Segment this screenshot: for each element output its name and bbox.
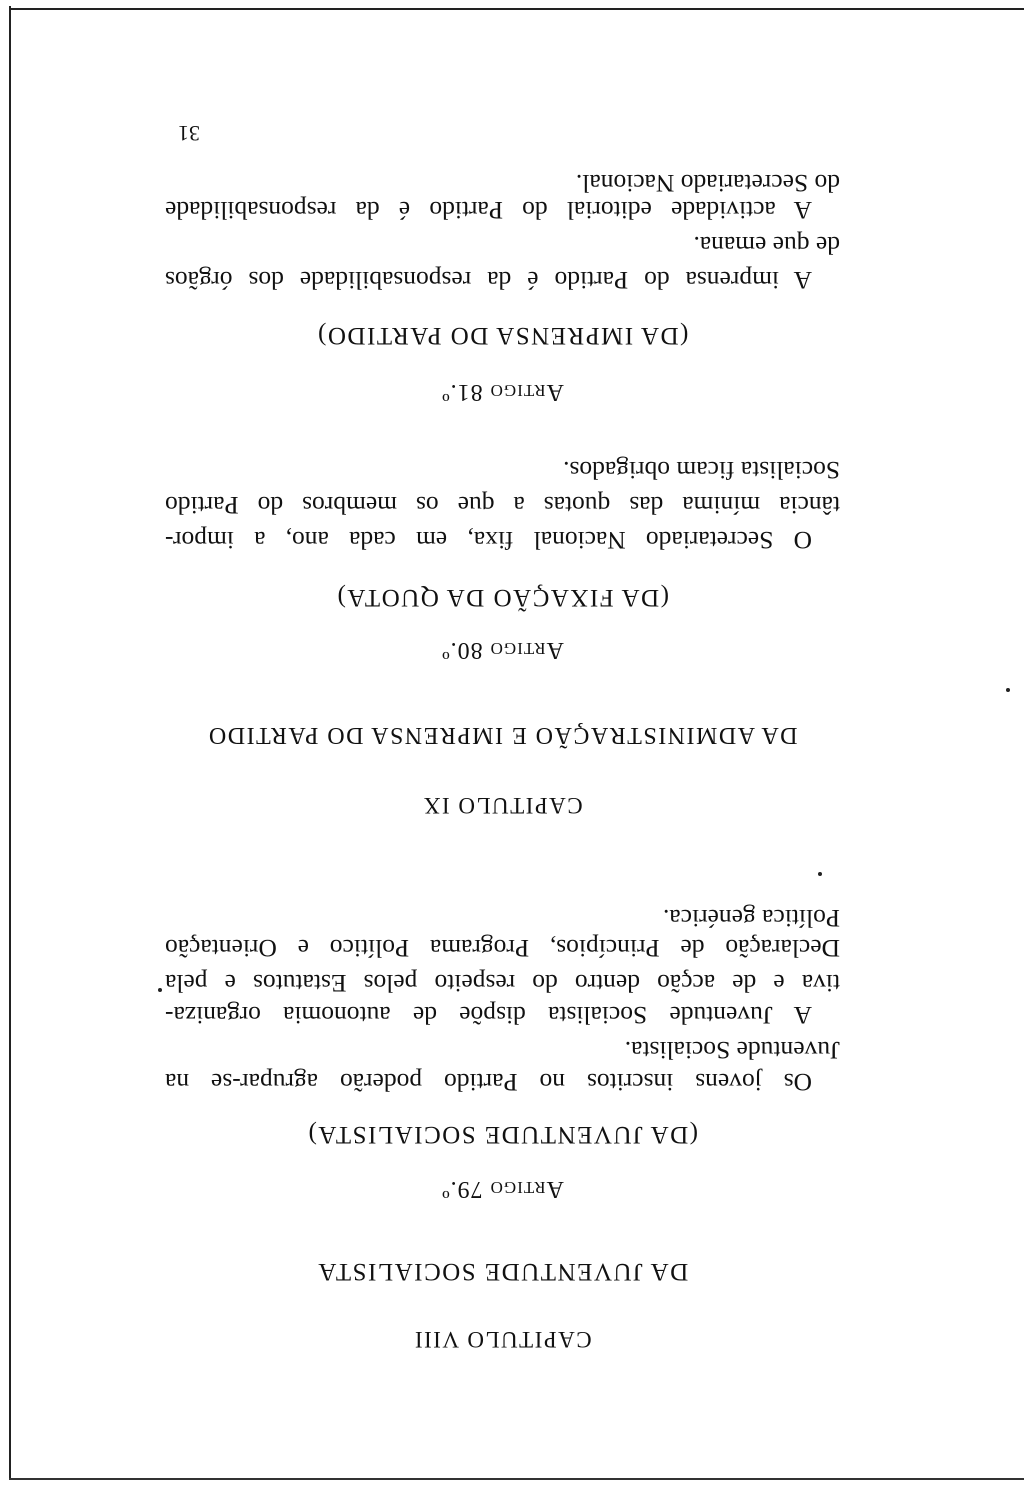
paragraph-line: Declaração de Princípios, Programa Político e Orientação <box>165 934 840 963</box>
article-81-subheading: (DA IMPRENSA DO PARTIDO) <box>316 322 689 349</box>
chapter-ix-title: CAPITULO IX <box>422 793 583 818</box>
paragraph-line: Os jovens inscritos no Partido poderão agrupar-se na <box>165 1068 812 1097</box>
page-number: 31 <box>178 121 200 146</box>
chapter-viii-title: CAPITULO VIII <box>413 1327 592 1352</box>
scan-speck <box>1006 688 1010 692</box>
paragraph-line: O Secretariado Nacional fixa, em cada ano, a impor- <box>165 526 812 555</box>
page-border-bottom <box>9 8 1024 10</box>
article-81-label: Artigo 81.º <box>441 379 564 405</box>
paragraph-line: tiva e de acção dentro do respeito pelos Estatutos e pela <box>165 969 840 998</box>
paragraph-line: do Secretariado Nacional. <box>575 169 840 198</box>
page-border-top <box>9 1478 1024 1480</box>
page-border-right <box>9 6 11 1480</box>
paragraph-line: tância mínima das quotas a que os membros do Partido <box>165 491 840 520</box>
article-80-subheading: (DA FIXAÇÃO DA QUOTA) <box>336 584 669 611</box>
paragraph-line: Juventude Socialista. <box>624 1036 840 1065</box>
paragraph-line: A Juventude Socialista dispõe de autonomia organiza- <box>165 1001 812 1030</box>
chapter-viii-heading: DA JUVENTUDE SOCIALISTA <box>316 1258 689 1285</box>
scan-speck <box>818 872 822 876</box>
scan-speck <box>158 988 162 992</box>
article-80-label: Artigo 80.º <box>441 637 564 663</box>
article-79-subheading: (DA JUVENTUDE SOCIALISTA) <box>306 1121 699 1148</box>
article-79-label: Artigo 79.º <box>441 1176 564 1202</box>
paragraph-line: Socialista ficam obrigados. <box>563 456 840 485</box>
chapter-ix-heading: DA ADMINISTRAÇÃO E IMPRENSA DO PARTIDO <box>207 722 798 748</box>
paragraph-line: A imprensa do Partido é da responsabilidade dos órgãos <box>165 266 812 295</box>
paragraph-line: Política genérica. <box>662 904 840 933</box>
paragraph-line: A actividade editorial do Partido é da responsabilidade <box>165 196 812 225</box>
paragraph-line: de que emana. <box>693 231 840 260</box>
